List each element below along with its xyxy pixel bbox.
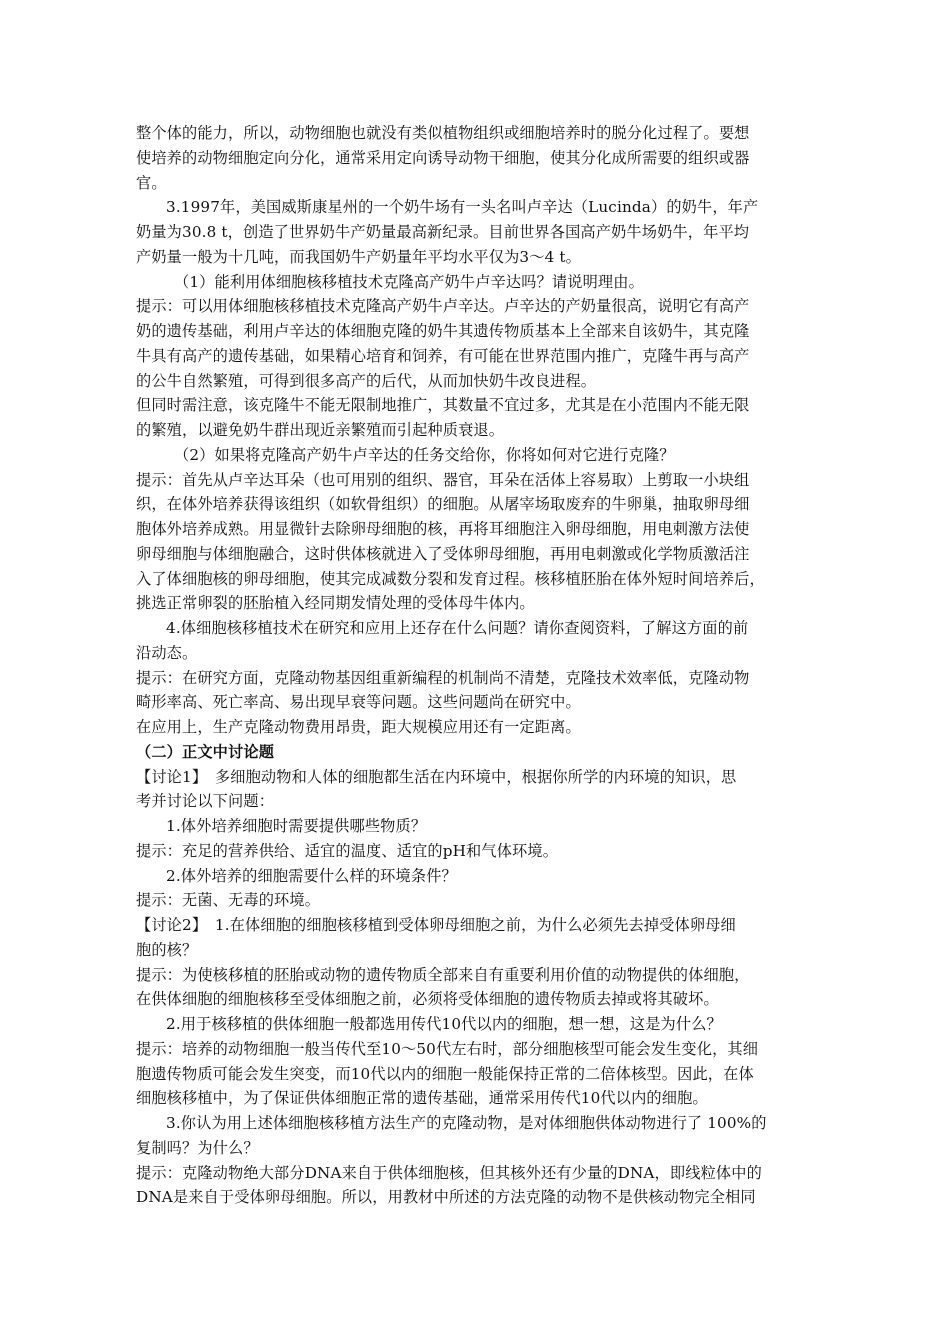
text-line: 提示：为使核移植的胚胎或动物的遗传物质全部来自有重要利用价值的动物提供的体细胞，	[136, 965, 750, 984]
text-line: 牛具有高产的遗传基础，如果精心培育和饲养，有可能在世界范围内推广，克隆牛再与高产	[136, 346, 750, 365]
text-line: 4.体细胞核移植技术在研究和应用上还存在什么问题？请你查阅资料，了解这方面的前	[166, 619, 749, 637]
text-line: 官。	[136, 173, 167, 192]
text-line: 挑选正常卵裂的胚胎植入经同期发情处理的受体母牛体内。	[136, 594, 535, 613]
text-line: 1.体外培养细胞时需要提供哪些物质？	[166, 817, 427, 835]
text-line: 在供体细胞的细胞核移至受体细胞之前，必须将受体细胞的遗传物质去掉或将其破坏。	[136, 990, 719, 1009]
text-line: 【讨论1】 多细胞动物和人体的细胞都生活在内环境中，根据你所学的内环境的知识，思	[136, 767, 737, 786]
text-line: 提示：克隆动物绝大部分DNA来自于供体细胞核，但其核外还有少量的DNA，即线粒体中的	[136, 1163, 762, 1182]
text-line: 3.1997年，美国威斯康星州的一个奶牛场有一头名叫卢辛达（Lucinda）的奶牛，年产	[166, 198, 759, 217]
text-line: 考并讨论以下问题：	[136, 792, 275, 811]
text-line: 卵母细胞与体细胞融合，这时供体核就进入了受体卵母细胞，再用电刺激或化学物质激活注	[136, 544, 750, 563]
text-line: 奶量为30.8 t，创造了世界奶牛产奶量最高新纪录。目前世界各国高产奶牛场奶牛，年平均	[136, 223, 750, 241]
text-lines	[136, 121, 816, 1210]
text-line: 提示：可以用体细胞核移植技术克隆高产奶牛卢辛达。卢辛达的产奶量很高，说明它有高产	[136, 297, 750, 316]
text-line: 畸形率高、死亡率高、易出现早衰等问题。这些问题尚在研究中。	[136, 693, 581, 712]
text-line: 提示：培养的动物细胞一般当传代至10～50代左右时，部分细胞核型可能会发生变化，其细	[136, 1039, 759, 1058]
text-line: 的繁殖，以避免奶牛群出现近亲繁殖而引起种质衰退。	[136, 421, 505, 439]
text-line: 在应用上，生产克隆动物费用昂贵，距大规模应用还有一定距离。	[136, 718, 581, 736]
text-line: 提示：无菌、无毒的环境。	[136, 891, 321, 910]
text-line: 细胞核移植中，为了保证供体细胞正常的遗传基础，通常采用传代10代以内的细胞。	[136, 1089, 708, 1108]
text-line: 入了体细胞核的卵母细胞，使其完成减数分裂和发育过程。核移植胚胎在体外短时间培养后，	[136, 569, 765, 588]
text-line: 整个体的能力，所以，动物细胞也就没有类似植物组织或细胞培养时的脱分化过程了。要想	[136, 124, 750, 142]
text-line: 提示：在研究方面，克隆动物基因组重新编程的机制尚不清楚，克隆技术效率低，克隆动物	[136, 668, 750, 687]
document-body	[136, 121, 816, 1210]
text-line: 奶的遗传基础，利用卢辛达的体细胞克隆的奶牛其遗传物质基本上全部来自该奶牛，其克隆	[136, 322, 750, 340]
text-line: DNA是来自于受体卵母细胞。所以，用教材中所述的方法克隆的动物不是供核动物完全相同	[136, 1188, 756, 1207]
text-line: 使培养的动物细胞定向分化，通常采用定向诱导动物干细胞，使其分化成所需要的组织或器	[136, 148, 750, 167]
text-line: 3.你认为用上述体细胞核移植方法生产的克隆动物，是对体细胞供体动物进行了 100%的	[166, 1114, 767, 1132]
text-line: 的公牛自然繁殖，可得到很多高产的后代，从而加快奶牛改良进程。	[136, 371, 597, 390]
text-line: 胞的核？	[136, 940, 198, 959]
text-line: 织，在体外培养获得该组织（如软骨组织）的细胞。从屠宰场取废弃的牛卵巢，抽取卵母细	[136, 495, 750, 514]
text-line: 提示：首先从卢辛达耳朵（也可用别的组织、器官，耳朵在活体上容易取）上剪取一小块组	[136, 470, 750, 489]
text-line: 但同时需注意，该克隆牛不能无限制地推广，其数量不宜过多，尤其是在小范围内不能无限	[136, 396, 750, 415]
text-line: 提示：充足的营养供给、适宜的温度、适宜的pH和气体环境。	[136, 841, 559, 860]
text-line: 胞体外培养成熟。用显微针去除卵母细胞的核，再将耳细胞注入卵母细胞，用电刺激方法使	[136, 520, 750, 538]
text-line: （2）如果将克隆高产奶牛卢辛达的任务交给你，你将如何对它进行克隆？	[174, 445, 675, 464]
text-line: （二）正文中讨论题	[136, 742, 275, 761]
text-line: 沿动态。	[136, 643, 198, 662]
text-line: 2.体外培养的细胞需要什么样的环境条件？	[166, 866, 457, 885]
text-line: 2.用于核移植的供体细胞一般都选用传代10代以内的细胞，想一想，这是为什么？	[166, 1015, 722, 1033]
text-line: （1）能利用体细胞核移植技术克隆高产奶牛卢辛达吗？请说明理由。	[174, 272, 644, 291]
text-line: 胞遗传物质可能会发生突变，而10代以内的细胞一般能保持正常的二倍体核型。因此，在体	[136, 1064, 754, 1083]
text-line: 产奶量一般为十几吨，而我国奶牛产奶量年平均水平仅为3～4 t。	[136, 247, 581, 266]
text-line: 复制吗？为什么？	[136, 1138, 259, 1157]
text-line: 【讨论2】 1.在体细胞的细胞核移植到受体卵母细胞之前，为什么必须先去掉受体卵母细	[136, 916, 736, 934]
